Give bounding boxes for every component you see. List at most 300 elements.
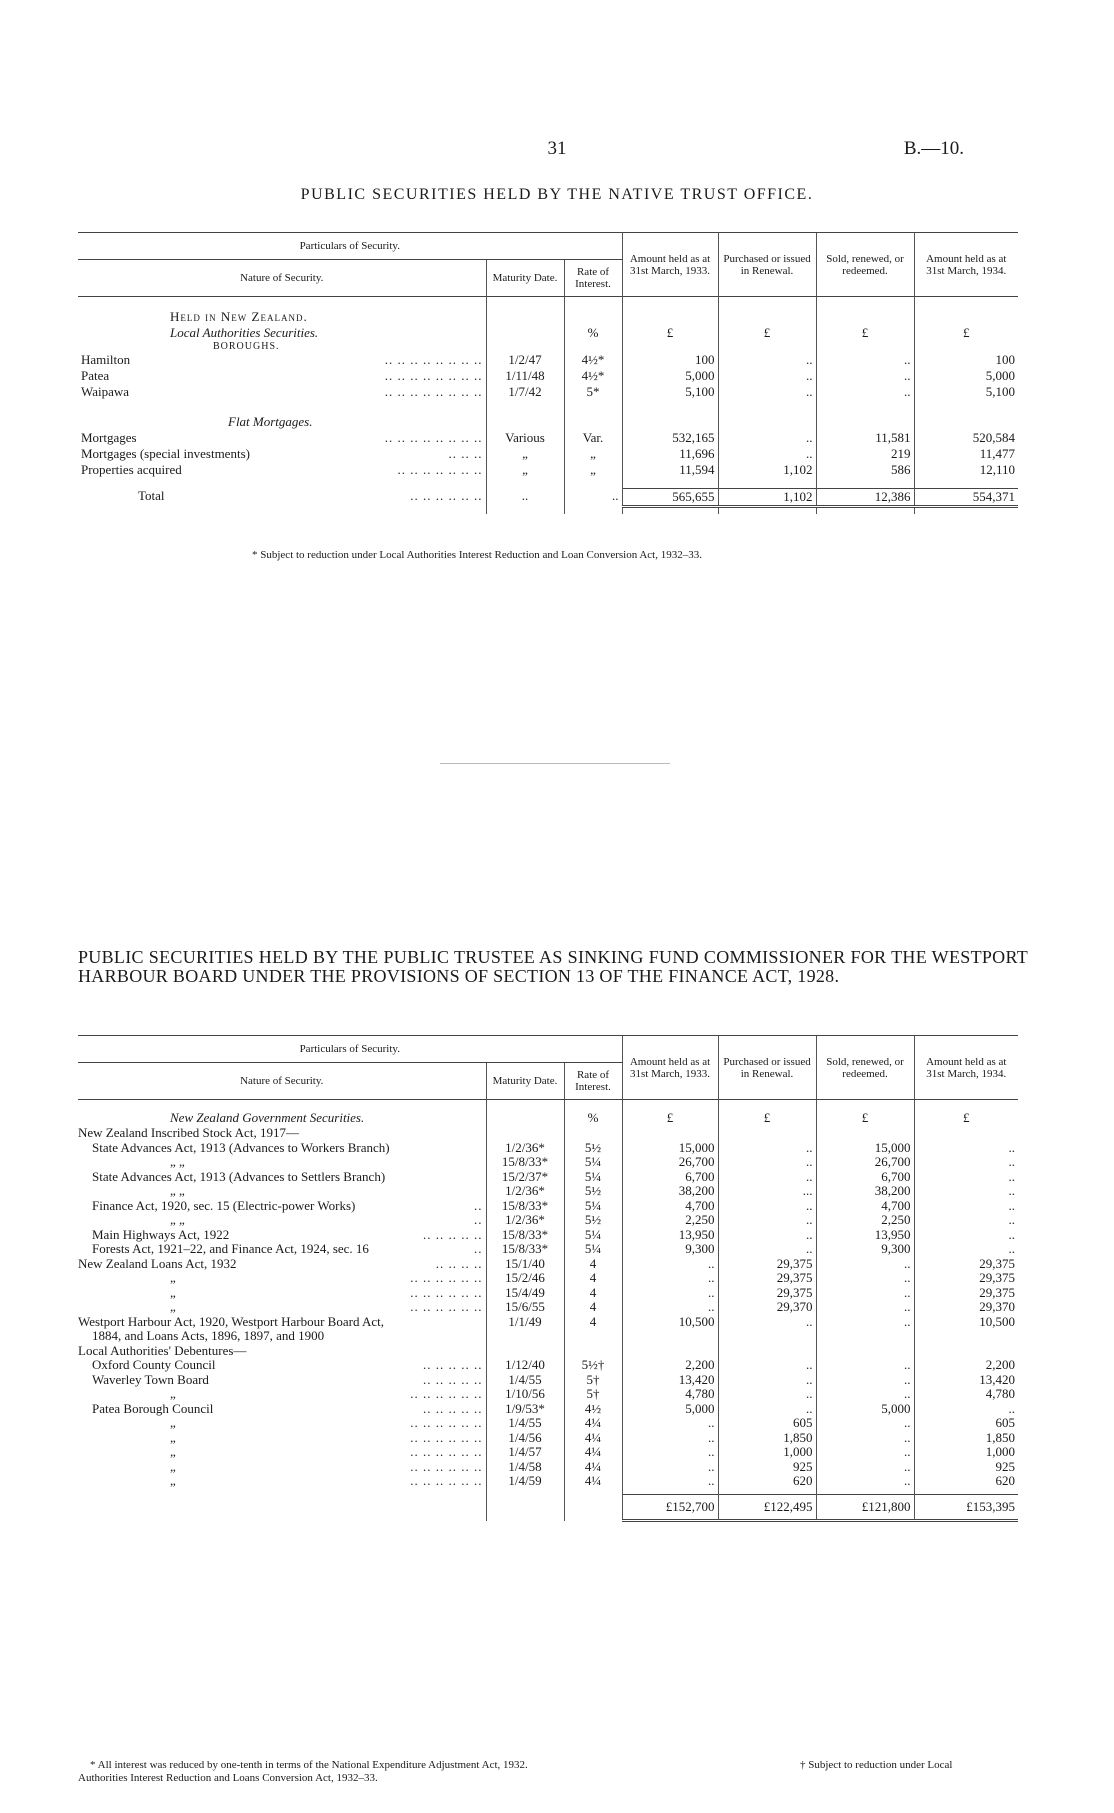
table-row bbox=[78, 1300, 1018, 1315]
spacer-cell bbox=[78, 506, 486, 514]
security-name: State Advances Act, 1913 (Advances to Workers Branch) bbox=[92, 1140, 390, 1155]
spacer-cell bbox=[564, 414, 622, 430]
table-row bbox=[78, 1329, 1018, 1344]
nature-cell bbox=[78, 1315, 486, 1330]
leader-dots: .. bbox=[474, 1198, 483, 1213]
maturity-cell: 15/4/49 bbox=[486, 1286, 564, 1301]
purchased-cell: 1,000 bbox=[718, 1445, 816, 1460]
held-1933-cell bbox=[622, 1344, 718, 1359]
sold-cell: .. bbox=[816, 1286, 914, 1301]
table1-title: PUBLIC SECURITIES HELD BY THE NATIVE TRUST OFFICE. bbox=[300, 186, 814, 203]
sold-cell: .. bbox=[816, 384, 914, 400]
purchased-cell: .. bbox=[718, 1213, 816, 1228]
nature-cell bbox=[78, 1199, 486, 1214]
total-held-1934: £153,395 bbox=[914, 1495, 1018, 1521]
nature-cell bbox=[78, 1431, 486, 1446]
purchased-cell: 1,850 bbox=[718, 1431, 816, 1446]
rate-cell: 5* bbox=[564, 384, 622, 400]
held-1934-cell: 5,100 bbox=[914, 384, 1018, 400]
spacer-cell bbox=[718, 414, 816, 430]
sold-cell: 4,700 bbox=[816, 1199, 914, 1214]
security-name: New Zealand Loans Act, 1932 bbox=[78, 1256, 237, 1271]
nature-cell bbox=[78, 1257, 486, 1272]
col-sold: Sold, renewed, or redeemed. bbox=[816, 1036, 914, 1100]
spacer-cell bbox=[78, 400, 486, 414]
sold-cell: .. bbox=[816, 1373, 914, 1388]
leader-dots: .. .. .. .. .. .. bbox=[410, 1271, 483, 1285]
held-1934-cell: .. bbox=[914, 1213, 1018, 1228]
table-row bbox=[78, 368, 1018, 384]
sold-cell: .. bbox=[816, 368, 914, 384]
held-1934-cell: .. bbox=[914, 1141, 1018, 1156]
maturity-cell: 15/8/33* bbox=[486, 1228, 564, 1243]
security-name: Total bbox=[138, 488, 165, 503]
purchased-cell: .. bbox=[718, 1170, 816, 1185]
table-row bbox=[78, 1199, 1018, 1214]
total-label-blank bbox=[78, 1495, 486, 1521]
section-nz-government: New Zealand Government Securities. bbox=[170, 1110, 365, 1125]
unit-held-1934: £ bbox=[914, 325, 1018, 341]
sold-cell: .. bbox=[816, 1387, 914, 1402]
security-name: Oxford County Council bbox=[92, 1358, 216, 1372]
total-sold: 12,386 bbox=[816, 488, 914, 506]
nature-cell bbox=[78, 384, 486, 400]
maturity-cell bbox=[486, 1344, 564, 1359]
maturity-cell: 15/1/40 bbox=[486, 1257, 564, 1272]
sold-cell: 15,000 bbox=[816, 1141, 914, 1156]
table-row bbox=[78, 1431, 1018, 1446]
maturity-cell: 1/2/47 bbox=[486, 352, 564, 368]
table2-footnote-star: * All interest was reduced by one-tenth in terms of the National Expenditure Adjustment Act, 1932. bbox=[90, 1759, 528, 1771]
spacer-cell bbox=[914, 414, 1018, 430]
maturity-cell: 1/4/57 bbox=[486, 1445, 564, 1460]
security-name: „ bbox=[170, 1459, 176, 1474]
col-rate: Rate of Interest. bbox=[564, 1063, 622, 1100]
col-particulars: Particulars of Security. bbox=[78, 233, 622, 260]
rate-cell: 5¼ bbox=[564, 1170, 622, 1185]
nature-cell bbox=[78, 1141, 486, 1156]
table-row bbox=[78, 1242, 1018, 1257]
maturity-cell: 15/8/33* bbox=[486, 1242, 564, 1257]
security-name: New Zealand Inscribed Stock Act, 1917— bbox=[78, 1126, 299, 1140]
security-name: „ „ bbox=[170, 1213, 185, 1227]
held-1933-cell: 10,500 bbox=[622, 1315, 718, 1330]
rate-cell: 4¼ bbox=[564, 1474, 622, 1489]
section-flat-mortgages: Flat Mortgages. bbox=[228, 414, 313, 429]
sold-cell: .. bbox=[816, 1300, 914, 1315]
nature-cell bbox=[78, 1460, 486, 1475]
spacer-cell bbox=[622, 414, 718, 430]
held-1933-cell: 5,100 bbox=[622, 384, 718, 400]
held-1934-cell bbox=[914, 1126, 1018, 1141]
purchased-cell: 605 bbox=[718, 1416, 816, 1431]
leader-dots: .. .. .. .. .. .. bbox=[410, 1285, 483, 1300]
maturity-cell: 1/11/48 bbox=[486, 368, 564, 384]
leader-dots: .. .. .. .. .. .. .. .. bbox=[384, 352, 483, 367]
sold-cell: .. bbox=[816, 1474, 914, 1489]
security-name: Hamilton bbox=[81, 352, 131, 367]
leader-dots: .. .. .. .. .. .. .. .. bbox=[384, 368, 483, 383]
purchased-cell: ... bbox=[718, 1184, 816, 1199]
rate-cell: 4 bbox=[564, 1300, 622, 1315]
held-1933-cell: 15,000 bbox=[622, 1141, 718, 1156]
total-sold: £121,800 bbox=[816, 1495, 914, 1521]
security-name: Local Authorities' Debentures— bbox=[78, 1343, 247, 1358]
rate-cell: 4 bbox=[564, 1286, 622, 1301]
security-name: 1884, and Loans Acts, 1896, 1897, and 1900 bbox=[92, 1329, 325, 1343]
held-1934-cell: 4,780 bbox=[914, 1387, 1018, 1402]
maturity-cell: 1/10/56 bbox=[486, 1387, 564, 1402]
maturity-cell: 1/2/36* bbox=[486, 1141, 564, 1156]
maturity-cell: 15/8/33* bbox=[486, 1155, 564, 1170]
maturity-cell: 1/2/36* bbox=[486, 1184, 564, 1199]
table-row bbox=[78, 1358, 1018, 1373]
total-held-1934: 554,371 bbox=[914, 488, 1018, 506]
spacer-cell bbox=[622, 400, 718, 414]
rate-cell: 4¼ bbox=[564, 1445, 622, 1460]
purchased-cell: .. bbox=[718, 1315, 816, 1330]
held-1934-cell: 1,850 bbox=[914, 1431, 1018, 1446]
purchased-cell: 1,102 bbox=[718, 462, 816, 478]
held-1933-cell: 5,000 bbox=[622, 1402, 718, 1417]
col-held-1933: Amount held as at 31st March, 1933. bbox=[622, 233, 718, 297]
table-row bbox=[78, 1402, 1018, 1417]
table1 bbox=[78, 232, 1018, 514]
purchased-cell: .. bbox=[718, 1373, 816, 1388]
purchased-cell: 29,375 bbox=[718, 1271, 816, 1286]
nature-cell bbox=[78, 446, 486, 462]
leader-dots: .. bbox=[474, 1213, 483, 1227]
leader-dots: .. .. .. .. .. .. .. bbox=[397, 462, 483, 477]
nature-cell bbox=[78, 1344, 486, 1359]
nature-cell bbox=[78, 1155, 486, 1170]
purchased-cell: .. bbox=[718, 1141, 816, 1156]
maturity-cell: 1/7/42 bbox=[486, 384, 564, 400]
held-1933-cell: 100 bbox=[622, 352, 718, 368]
nature-cell bbox=[78, 1242, 486, 1257]
maturity-cell: 1/4/59 bbox=[486, 1474, 564, 1489]
leader-dots: .. .. .. .. .. bbox=[423, 1372, 483, 1387]
table-row bbox=[78, 462, 1018, 478]
spacer-cell bbox=[816, 400, 914, 414]
rate-cell: 5½† bbox=[564, 1358, 622, 1373]
security-name: „ bbox=[170, 1430, 176, 1445]
held-1933-cell: .. bbox=[622, 1286, 718, 1301]
rate-cell: 5¼ bbox=[564, 1242, 622, 1257]
table-row bbox=[78, 1387, 1018, 1402]
spacer-cell bbox=[78, 478, 486, 488]
nature-cell bbox=[78, 1286, 486, 1301]
spacer-cell bbox=[816, 414, 914, 430]
purchased-cell: 620 bbox=[718, 1474, 816, 1489]
table-row bbox=[78, 352, 1018, 368]
purchased-cell: .. bbox=[718, 384, 816, 400]
nature-cell bbox=[78, 1445, 486, 1460]
maturity-cell: 1/9/53* bbox=[486, 1402, 564, 1417]
leader-dots: .. .. .. .. .. bbox=[423, 1401, 483, 1416]
rate-cell: „ bbox=[564, 462, 622, 478]
nature-cell bbox=[78, 1126, 486, 1141]
security-name: „ „ bbox=[170, 1184, 185, 1198]
held-1933-cell bbox=[622, 1329, 718, 1344]
table-row bbox=[78, 1126, 1018, 1141]
spacer-cell bbox=[816, 506, 914, 514]
nature-cell bbox=[78, 1402, 486, 1417]
held-1934-cell: 29,375 bbox=[914, 1271, 1018, 1286]
total-held-1933: 565,655 bbox=[622, 488, 718, 506]
security-name: Westport Harbour Act, 1920, Westport Harbour Board Act, bbox=[78, 1314, 384, 1329]
spacer-cell bbox=[718, 400, 816, 414]
security-name: Mortgages (special investments) bbox=[81, 446, 250, 461]
sold-cell bbox=[816, 1329, 914, 1344]
purchased-cell: 29,375 bbox=[718, 1257, 816, 1272]
leader-dots: .. .. .. .. .. .. .. .. bbox=[384, 430, 483, 445]
section-boroughs: BOROUGHS. bbox=[213, 341, 280, 352]
rate-cell: 5¼ bbox=[564, 1228, 622, 1243]
leader-dots: .. .. .. .. .. .. bbox=[410, 1300, 483, 1314]
col-held-1934: Amount held as at 31st March, 1934. bbox=[914, 1036, 1018, 1100]
total-row bbox=[78, 1495, 1018, 1521]
total-purchased: £122,495 bbox=[718, 1495, 816, 1521]
leader-dots: .. .. .. .. .. .. bbox=[410, 1445, 483, 1459]
maturity-cell: 1/4/58 bbox=[486, 1460, 564, 1475]
rate-cell: 5½ bbox=[564, 1141, 622, 1156]
rate-cell: 5† bbox=[564, 1387, 622, 1402]
purchased-cell: .. bbox=[718, 446, 816, 462]
leader-dots: .. .. .. .. .. .. bbox=[410, 488, 483, 503]
purchased-cell: 29,370 bbox=[718, 1300, 816, 1315]
security-name: Properties acquired bbox=[81, 462, 182, 477]
held-1933-cell: .. bbox=[622, 1257, 718, 1272]
rate-cell: 4 bbox=[564, 1315, 622, 1330]
held-1934-cell: .. bbox=[914, 1199, 1018, 1214]
sold-cell: 11,581 bbox=[816, 430, 914, 446]
col-rate: Rate of Interest. bbox=[564, 260, 622, 297]
held-1933-cell: .. bbox=[622, 1271, 718, 1286]
spacer-row bbox=[78, 400, 1018, 414]
leader-dots: .. bbox=[474, 1242, 483, 1256]
nature-cell bbox=[78, 1213, 486, 1228]
nature-cell bbox=[78, 1300, 486, 1315]
spacer-cell bbox=[622, 478, 718, 488]
security-name: Waverley Town Board bbox=[92, 1372, 209, 1387]
held-1934-cell: 12,110 bbox=[914, 462, 1018, 478]
sold-cell: .. bbox=[816, 1416, 914, 1431]
held-1933-cell: 11,696 bbox=[622, 446, 718, 462]
unit-sold: £ bbox=[816, 1110, 914, 1126]
held-1934-cell: 1,000 bbox=[914, 1445, 1018, 1460]
security-name: „ bbox=[170, 1285, 176, 1300]
rate-cell: 4½ bbox=[564, 1402, 622, 1417]
held-1933-cell: .. bbox=[622, 1300, 718, 1315]
held-1934-cell: 620 bbox=[914, 1474, 1018, 1489]
section-held-nz: Held in New Zealand. bbox=[170, 309, 308, 324]
nature-cell bbox=[78, 488, 486, 506]
table2-footnote-star-cont: Authorities Interest Reduction and Loans Conversion Act, 1932–33. bbox=[78, 1772, 378, 1784]
rate-cell: 5¼ bbox=[564, 1155, 622, 1170]
nature-cell bbox=[78, 352, 486, 368]
held-1934-cell: 10,500 bbox=[914, 1315, 1018, 1330]
held-1933-cell: .. bbox=[622, 1416, 718, 1431]
rate-cell: „ bbox=[564, 446, 622, 462]
spacer-cell bbox=[914, 478, 1018, 488]
maturity-cell: Various bbox=[486, 430, 564, 446]
total-purchased: 1,102 bbox=[718, 488, 816, 506]
nature-cell bbox=[78, 1373, 486, 1388]
held-1933-cell: 4,780 bbox=[622, 1387, 718, 1402]
held-1933-cell bbox=[622, 1126, 718, 1141]
held-1933-cell: 532,165 bbox=[622, 430, 718, 446]
rate-cell: 5¼ bbox=[564, 1199, 622, 1214]
page-rule bbox=[440, 763, 670, 764]
leader-dots: .. .. .. .. .. .. .. .. bbox=[384, 384, 483, 399]
purchased-cell: .. bbox=[718, 1199, 816, 1214]
purchased-cell: .. bbox=[718, 1155, 816, 1170]
rate-cell: 5½ bbox=[564, 1184, 622, 1199]
leader-dots: .. .. .. .. .. bbox=[423, 1358, 483, 1372]
purchased-cell: 925 bbox=[718, 1460, 816, 1475]
table-row bbox=[78, 1170, 1018, 1185]
held-1934-cell: 29,370 bbox=[914, 1300, 1018, 1315]
leader-dots: .. .. .. .. .. .. bbox=[410, 1430, 483, 1445]
maturity-cell bbox=[486, 1329, 564, 1344]
held-1934-cell: 5,000 bbox=[914, 368, 1018, 384]
leader-dots: .. .. .. .. .. .. bbox=[410, 1387, 483, 1401]
table2 bbox=[78, 1035, 1018, 1522]
nature-cell bbox=[78, 1184, 486, 1199]
purchased-cell: .. bbox=[718, 430, 816, 446]
sold-cell: 9,300 bbox=[816, 1242, 914, 1257]
security-name: „ bbox=[170, 1387, 176, 1401]
unit-held-1933: £ bbox=[622, 1110, 718, 1126]
leader-dots: .. .. .. .. .. .. bbox=[410, 1459, 483, 1474]
security-name: Finance Act, 1920, sec. 15 (Electric-power Works) bbox=[92, 1198, 356, 1213]
sold-cell: 13,950 bbox=[816, 1228, 914, 1243]
nature-cell bbox=[78, 1358, 486, 1373]
table2-footnote-dagger: † Subject to reduction under Local bbox=[800, 1759, 953, 1771]
spacer-cell bbox=[486, 400, 564, 414]
held-1934-cell: 925 bbox=[914, 1460, 1018, 1475]
nature-cell bbox=[78, 462, 486, 478]
maturity-cell: 15/2/37* bbox=[486, 1170, 564, 1185]
rate-unit: % bbox=[564, 325, 622, 341]
security-name: „ bbox=[170, 1445, 176, 1459]
leader-dots: .. .. .. .. .. .. bbox=[410, 1416, 483, 1430]
total-row bbox=[78, 488, 1018, 506]
purchased-cell: .. bbox=[718, 1358, 816, 1373]
purchased-cell: 29,375 bbox=[718, 1286, 816, 1301]
leader-dots: .. .. .. .. .. .. bbox=[410, 1474, 483, 1488]
purchased-cell bbox=[718, 1126, 816, 1141]
maturity-cell: 1/12/40 bbox=[486, 1358, 564, 1373]
table-row bbox=[78, 1141, 1018, 1156]
table-row bbox=[78, 384, 1018, 400]
col-maturity: Maturity Date. bbox=[486, 260, 564, 297]
rate-cell: 5½ bbox=[564, 1213, 622, 1228]
security-name: Mortgages bbox=[81, 430, 137, 445]
security-name: State Advances Act, 1913 (Advances to Settlers Branch) bbox=[92, 1169, 386, 1184]
page-reference: B.—10. bbox=[903, 138, 964, 159]
rate-cell: 5† bbox=[564, 1373, 622, 1388]
leader-dots: .. .. .. bbox=[448, 446, 483, 461]
held-1934-cell: .. bbox=[914, 1402, 1018, 1417]
table-row bbox=[78, 1474, 1018, 1489]
held-1934-cell: 11,477 bbox=[914, 446, 1018, 462]
sold-cell: .. bbox=[816, 1445, 914, 1460]
held-1933-cell: 13,420 bbox=[622, 1373, 718, 1388]
held-1934-cell bbox=[914, 1329, 1018, 1344]
spacer-cell bbox=[564, 1495, 622, 1521]
sold-cell: .. bbox=[816, 1271, 914, 1286]
table-row bbox=[78, 1184, 1018, 1199]
held-1933-cell: .. bbox=[622, 1445, 718, 1460]
rate-cell: 4½* bbox=[564, 352, 622, 368]
rate-cell: 4 bbox=[564, 1257, 622, 1272]
rate-cell: .. bbox=[564, 488, 622, 506]
unit-purchased: £ bbox=[718, 1110, 816, 1126]
spacer-cell bbox=[486, 414, 564, 430]
nature-cell bbox=[78, 1271, 486, 1286]
held-1934-cell: .. bbox=[914, 1184, 1018, 1199]
table-row bbox=[78, 1315, 1018, 1330]
security-name: Main Highways Act, 1922 bbox=[92, 1227, 230, 1242]
held-1933-cell: 9,300 bbox=[622, 1242, 718, 1257]
security-name: „ bbox=[170, 1300, 176, 1314]
leader-dots: .. .. .. .. .. bbox=[423, 1227, 483, 1242]
held-1934-cell: 605 bbox=[914, 1416, 1018, 1431]
table-row bbox=[78, 1445, 1018, 1460]
purchased-cell: .. bbox=[718, 1387, 816, 1402]
unit-sold: £ bbox=[816, 325, 914, 341]
held-1934-cell: 29,375 bbox=[914, 1257, 1018, 1272]
table-row bbox=[78, 1344, 1018, 1359]
total-held-1933: £152,700 bbox=[622, 1495, 718, 1521]
purchased-cell bbox=[718, 1344, 816, 1359]
col-held-1934: Amount held as at 31st March, 1934. bbox=[914, 233, 1018, 297]
held-1933-cell: 11,594 bbox=[622, 462, 718, 478]
security-name: Patea Borough Council bbox=[92, 1401, 214, 1416]
table-row bbox=[78, 1257, 1018, 1272]
nature-cell bbox=[78, 1170, 486, 1185]
nature-cell bbox=[78, 1474, 486, 1489]
table-row bbox=[78, 1155, 1018, 1170]
maturity-cell: 1/4/56 bbox=[486, 1431, 564, 1446]
purchased-cell: .. bbox=[718, 1402, 816, 1417]
spacer-cell bbox=[622, 506, 718, 514]
leader-dots: .. .. .. .. bbox=[435, 1256, 483, 1271]
held-1933-cell: 38,200 bbox=[622, 1184, 718, 1199]
held-1933-cell: 2,250 bbox=[622, 1213, 718, 1228]
security-name: „ bbox=[170, 1474, 176, 1488]
rate-cell bbox=[564, 1329, 622, 1344]
spacer-cell bbox=[486, 1495, 564, 1521]
held-1933-cell: .. bbox=[622, 1474, 718, 1489]
maturity-cell: „ bbox=[486, 462, 564, 478]
spacer-cell bbox=[486, 506, 564, 514]
held-1934-cell: 2,200 bbox=[914, 1358, 1018, 1373]
held-1934-cell: 100 bbox=[914, 352, 1018, 368]
maturity-cell: 1/4/55 bbox=[486, 1373, 564, 1388]
held-1934-cell: 13,420 bbox=[914, 1373, 1018, 1388]
nature-cell bbox=[78, 430, 486, 446]
maturity-cell: „ bbox=[486, 446, 564, 462]
table-row bbox=[78, 1460, 1018, 1475]
held-1934-cell: 520,584 bbox=[914, 430, 1018, 446]
table1-footnote: * Subject to reduction under Local Authorities Interest Reduction and Loan Conversion Act, 1932–33. bbox=[252, 549, 702, 561]
held-1934-cell: .. bbox=[914, 1242, 1018, 1257]
sold-cell: .. bbox=[816, 1431, 914, 1446]
maturity-cell: 15/6/55 bbox=[486, 1300, 564, 1315]
